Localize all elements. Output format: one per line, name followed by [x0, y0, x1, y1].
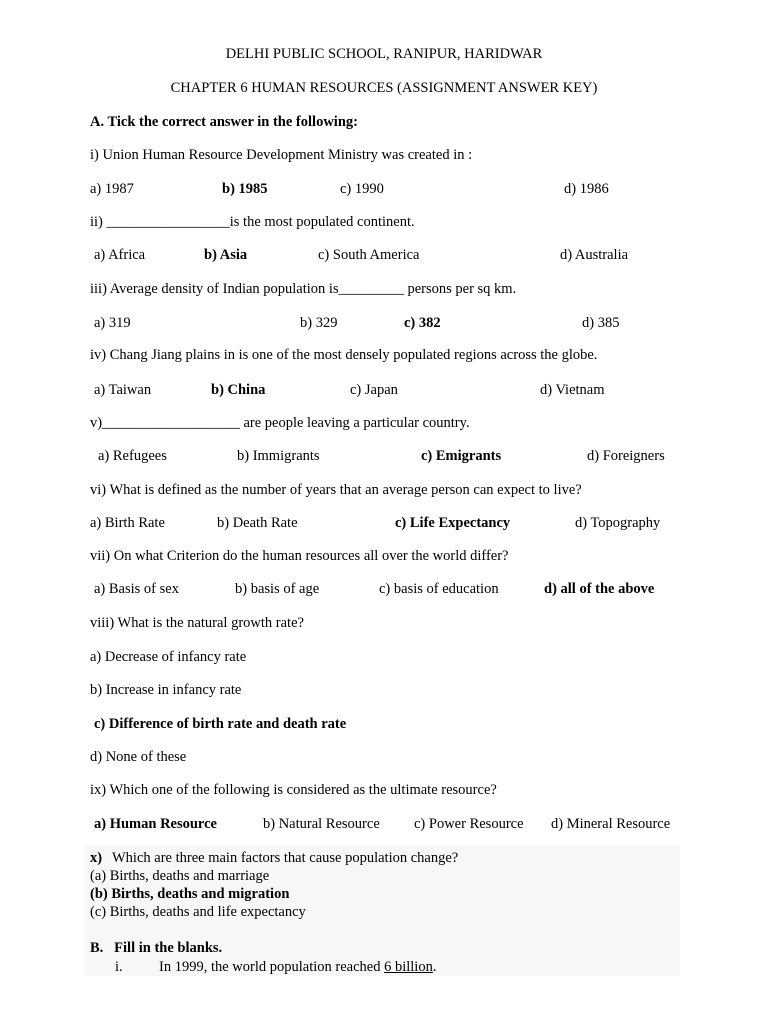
q6-option-a: a) Birth Rate: [90, 515, 165, 531]
q6-option-c: c) Life Expectancy: [395, 515, 511, 531]
question-7: vii) On what Criterion do the human resources all over the world differ?: [90, 548, 509, 564]
q5-option-a: a) Refugees: [98, 448, 167, 464]
question-1: i) Union Human Resource Development Ministry was created in :: [90, 147, 473, 163]
q5-option-b: b) Immigrants: [237, 448, 320, 464]
section-a-title: A. Tick the correct answer in the following:: [90, 114, 358, 130]
fill-blank-1: [159, 958, 436, 976]
q8-option-a: a) Decrease of infancy rate: [90, 649, 247, 665]
q4-option-c: c) Japan: [350, 382, 398, 398]
question-10: Which are three main factors that cause population change?: [112, 850, 459, 866]
school-title: DELHI PUBLIC SCHOOL, RANIPUR, HARIDWAR: [225, 46, 543, 62]
question-8: viii) What is the natural growth rate?: [90, 615, 304, 631]
fill-blank-1-number: i.: [115, 959, 123, 975]
q7-option-a: a) Basis of sex: [94, 581, 179, 597]
q7-option-b: b) basis of age: [235, 581, 320, 597]
q2-option-b: b) Asia: [204, 247, 248, 263]
q7-option-c: c) basis of education: [379, 581, 499, 597]
fill-blank-1-end: .: [432, 959, 437, 975]
section-b-title: B. Fill in the blanks.: [90, 940, 223, 956]
q4-option-a: a) Taiwan: [94, 382, 152, 398]
q9-option-c: c) Power Resource: [414, 816, 524, 832]
q8-option-b: b) Increase in infancy rate: [90, 682, 242, 698]
chapter-title: CHAPTER 6 HUMAN RESOURCES (ASSIGNMENT ANSWER KEY): [170, 80, 598, 96]
q9-option-b: b) Natural Resource: [263, 816, 380, 832]
q1-option-c: c) 1990: [340, 181, 384, 197]
q1-option-a: a) 1987: [90, 181, 134, 197]
question-10-number: x): [90, 850, 103, 866]
q8-option-c: c) Difference of birth rate and death rate: [94, 716, 347, 732]
q10-option-a: (a) Births, deaths and marriage: [90, 868, 270, 884]
q7-option-d: d) all of the above: [544, 581, 655, 597]
q1-option-d: d) 1986: [564, 181, 609, 197]
question-5: v)___________________ are people leaving a particular country.: [90, 415, 470, 431]
question-3: iii) Average density of Indian population is_________ persons per sq km.: [90, 281, 517, 297]
question-2: ii) _________________is the most populated continent.: [90, 214, 415, 230]
q3-option-d: d) 385: [582, 315, 620, 331]
q6-option-b: b) Death Rate: [217, 515, 298, 531]
question-9: ix) Which one of the following is considered as the ultimate resource?: [90, 782, 497, 798]
q4-option-d: d) Vietnam: [540, 382, 605, 398]
fill-blank-1-text: In 1999, the world population reached: [159, 959, 385, 975]
q5-option-c: c) Emigrants: [421, 448, 502, 464]
q2-option-d: d) Australia: [560, 247, 629, 263]
q10-option-b: (b) Births, deaths and migration: [90, 886, 290, 902]
q5-option-d: d) Foreigners: [587, 448, 665, 464]
q2-option-a: a) Africa: [94, 247, 146, 263]
q4-option-b: b) China: [211, 382, 266, 398]
question-4: iv) Chang Jiang plains in is one of the most densely populated regions across the globe.: [90, 347, 598, 363]
q2-option-c: c) South America: [318, 247, 420, 263]
q8-option-d: d) None of these: [90, 749, 187, 765]
q3-option-b: b) 329: [300, 315, 338, 331]
q3-option-c: c) 382: [404, 315, 441, 331]
q9-option-a: a) Human Resource: [94, 816, 217, 832]
question-6: vi) What is defined as the number of years that an average person can expect to live?: [90, 482, 582, 498]
q9-option-d: d) Mineral Resource: [551, 816, 671, 832]
q10-option-c: (c) Births, deaths and life expectancy: [90, 904, 306, 920]
fill-blank-1-answer: 6 billion: [384, 959, 433, 975]
q6-option-d: d) Topography: [575, 515, 661, 531]
q1-option-b: b) 1985: [222, 181, 268, 197]
q3-option-a: a) 319: [94, 315, 131, 331]
